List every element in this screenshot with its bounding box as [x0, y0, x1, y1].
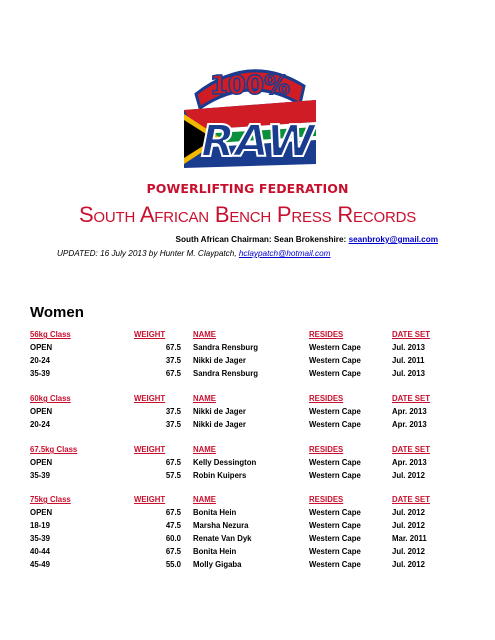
class-header-row [30, 329, 440, 342]
date-header: DATE SET [392, 445, 430, 454]
date-cell: Jul. 2013 [392, 343, 425, 352]
date-cell: Jul. 2012 [392, 471, 425, 480]
class-group-56kg [30, 329, 440, 381]
resides-header: RESIDES [309, 330, 344, 339]
division-cell: OPEN [30, 458, 53, 467]
weight-cell: 67.5 [165, 508, 181, 517]
table-row [30, 355, 440, 368]
name-header: NAME [193, 330, 216, 339]
division-cell: 35-39 [30, 471, 50, 480]
division-cell: OPEN [30, 407, 53, 416]
date-cell: Jul. 2012 [392, 560, 425, 569]
class-header-row [30, 494, 440, 507]
weight-cell: 57.5 [165, 471, 181, 480]
weight-cell: 67.5 [165, 343, 181, 352]
name-cell: Sandra Rensburg [193, 369, 258, 378]
class-group-67-5kg [30, 444, 440, 483]
resides-cell: Western Cape [309, 508, 361, 517]
table-row [30, 520, 440, 533]
resides-cell: Western Cape [309, 407, 361, 416]
federation-name: POWERLIFTING FEDERATION [146, 181, 349, 196]
weight-cell: 37.5 [165, 407, 181, 416]
chairman-label: South African Chairman: Sean Brokenshire: [175, 235, 349, 244]
date-header: DATE SET [392, 394, 430, 403]
name-cell: Nikki de Jager [193, 420, 246, 429]
date-cell: Apr. 2013 [392, 420, 427, 429]
table-row [30, 368, 440, 381]
weight-cell: 67.5 [165, 369, 181, 378]
weight-header: WEIGHT [134, 445, 166, 454]
weight-cell: 67.5 [165, 458, 181, 467]
date-cell: Apr. 2013 [392, 407, 427, 416]
class-label: 75kg Class [30, 495, 71, 504]
name-cell: Renate Van Dyk [193, 534, 252, 543]
resides-cell: Western Cape [309, 560, 361, 569]
division-cell: 20-24 [30, 420, 50, 429]
resides-cell: Western Cape [309, 369, 361, 378]
name-header: NAME [193, 394, 216, 403]
name-header: NAME [193, 445, 216, 454]
resides-cell: Western Cape [309, 420, 361, 429]
division-cell: 20-24 [30, 356, 50, 365]
weight-cell: 55.0 [165, 560, 181, 569]
table-row [30, 559, 440, 572]
name-cell: Robin Kuipers [193, 471, 247, 480]
class-header-row [30, 393, 440, 406]
weight-header: WEIGHT [134, 330, 166, 339]
weight-cell: 47.5 [165, 521, 181, 530]
name-cell: Nikki de Jager [193, 356, 246, 365]
weight-header: WEIGHT [134, 394, 166, 403]
table-row [30, 470, 440, 483]
weight-cell: 37.5 [165, 356, 181, 365]
resides-cell: Western Cape [309, 534, 361, 543]
division-cell: 45-49 [30, 560, 50, 569]
table-row [30, 507, 440, 520]
weight-header: WEIGHT [134, 495, 166, 504]
name-header: NAME [193, 495, 216, 504]
date-cell: Jul. 2012 [392, 547, 425, 556]
class-label: 60kg Class [30, 394, 71, 403]
name-cell: Sandra Rensburg [193, 343, 258, 352]
date-cell: Jul. 2012 [392, 521, 425, 530]
table-row [30, 406, 440, 419]
table-row [30, 457, 440, 470]
resides-header: RESIDES [309, 394, 344, 403]
name-cell: Molly Gigaba [193, 560, 242, 569]
resides-header: RESIDES [309, 445, 344, 454]
name-cell: Marsha Nezura [193, 521, 249, 530]
resides-cell: Western Cape [309, 343, 361, 352]
weight-cell: 60.0 [165, 534, 181, 543]
resides-cell: Western Cape [309, 356, 361, 365]
updated-line [57, 249, 330, 258]
resides-header: RESIDES [309, 495, 344, 504]
date-header: DATE SET [392, 330, 430, 339]
resides-cell: Western Cape [309, 471, 361, 480]
chairman-line [176, 235, 438, 244]
class-group-75kg [30, 494, 440, 572]
table-row [30, 419, 440, 432]
class-label: 56kg Class [30, 330, 71, 339]
weight-cell: 67.5 [165, 547, 181, 556]
page-title: South African Bench Press Records [78, 202, 417, 227]
resides-cell: Western Cape [309, 458, 361, 467]
resides-cell: Western Cape [309, 547, 361, 556]
chairman-email-link[interactable]: seanbroky@gmail.com [348, 235, 438, 244]
resides-cell: Western Cape [309, 521, 361, 530]
date-cell: Mar. 2011 [392, 534, 427, 543]
division-cell: 35-39 [30, 369, 50, 378]
name-cell: Bonita Hein [193, 547, 237, 556]
division-cell: 35-39 [30, 534, 50, 543]
division-cell: 40-44 [30, 547, 50, 556]
date-header: DATE SET [392, 495, 430, 504]
division-cell: OPEN [30, 508, 53, 517]
federation-logo [176, 56, 324, 174]
updated-label: UPDATED: 16 July 2013 by Hunter M. Claypatch, [57, 249, 239, 258]
name-cell: Bonita Hein [193, 508, 237, 517]
section-title-women: Women [30, 304, 84, 321]
class-header-row [30, 444, 440, 457]
division-cell: 18-19 [30, 521, 50, 530]
weight-cell: 37.5 [165, 420, 181, 429]
table-row [30, 533, 440, 546]
logo-100-text: 100% [209, 71, 291, 101]
table-row [30, 546, 440, 559]
updated-email-link[interactable]: hclaypatch@hotmail.com [238, 249, 331, 258]
logo-raw-text: RAW [200, 116, 316, 167]
class-label: 67.5kg Class [30, 445, 78, 454]
date-cell: Jul. 2013 [392, 369, 425, 378]
name-cell: Nikki de Jager [193, 407, 246, 416]
class-group-60kg [30, 393, 440, 432]
date-cell: Apr. 2013 [392, 458, 427, 467]
logo-raw-flag [184, 100, 317, 168]
table-row [30, 342, 440, 355]
date-cell: Jul. 2012 [392, 508, 425, 517]
division-cell: OPEN [30, 343, 53, 352]
name-cell: Kelly Dessington [193, 458, 257, 467]
date-cell: Jul. 2011 [392, 356, 425, 365]
